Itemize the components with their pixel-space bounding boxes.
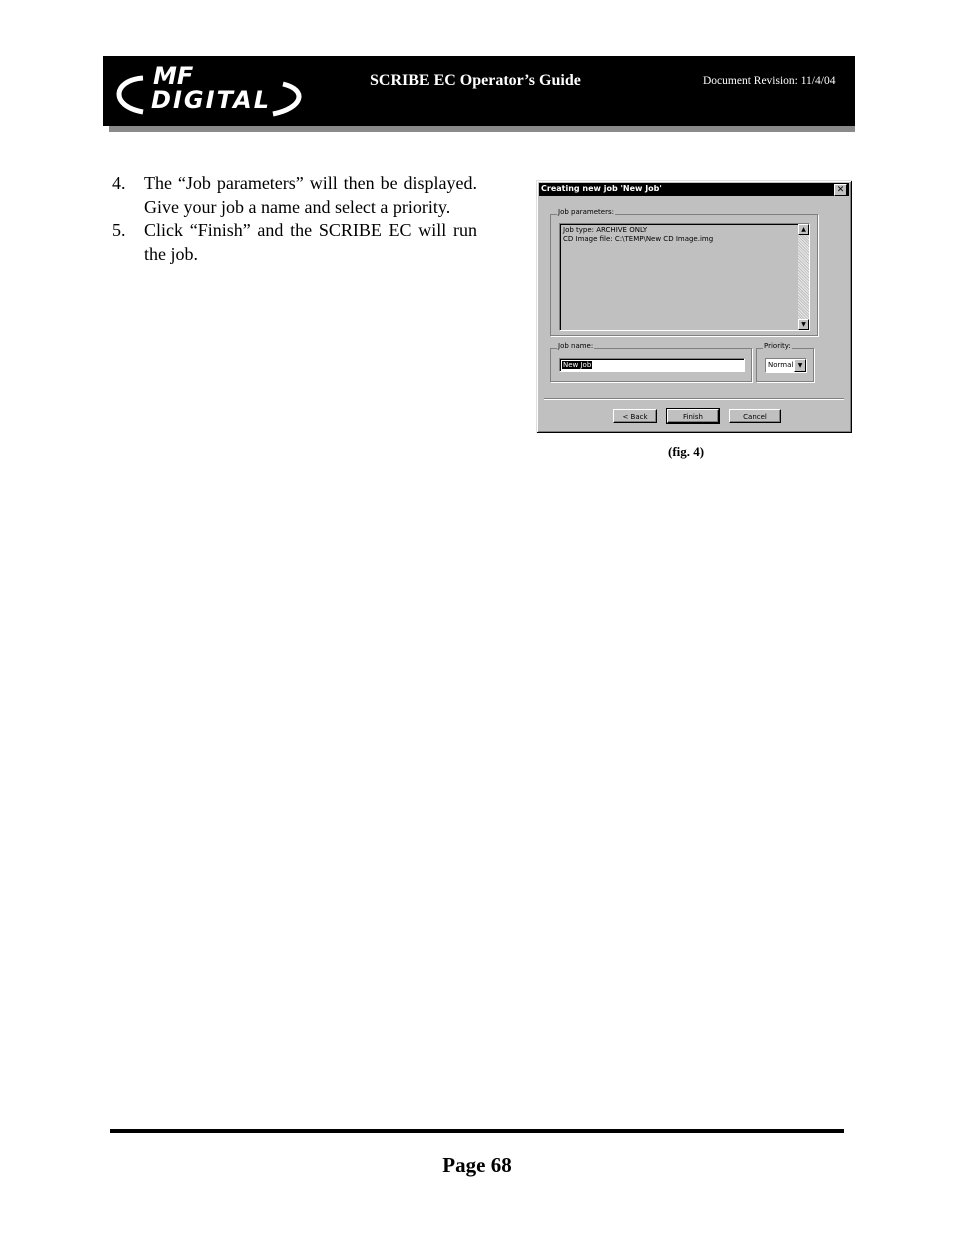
logo-text-digital: DIGITAL bbox=[151, 86, 269, 114]
close-icon[interactable]: ✕ bbox=[834, 184, 847, 196]
job-parameters-label: Job parameters: bbox=[558, 208, 614, 216]
dialog-titlebar bbox=[539, 183, 849, 196]
list-item bbox=[112, 172, 477, 219]
scroll-up-icon[interactable]: ▲ bbox=[798, 224, 809, 235]
cancel-button[interactable]: Cancel bbox=[729, 409, 781, 423]
figure-caption: (fig. 4) bbox=[668, 444, 705, 459]
new-job-dialog bbox=[536, 180, 852, 433]
mf-digital-logo bbox=[103, 56, 308, 126]
step-number: 5. bbox=[112, 220, 126, 240]
document-revision: Document Revision: 11/4/04 bbox=[703, 75, 836, 87]
footer-rule bbox=[110, 1129, 844, 1133]
job-parameters-box bbox=[559, 223, 810, 331]
vertical-scrollbar[interactable] bbox=[798, 224, 809, 330]
scroll-down-icon[interactable]: ▼ bbox=[798, 319, 809, 330]
logo-text-mf: MF bbox=[153, 62, 194, 90]
instruction-list bbox=[112, 172, 477, 266]
step-text: The “Job parameters” will then be displayed. Give your job a name and select a priority. bbox=[144, 173, 477, 217]
cd-image-line: CD Image file: C:\TEMP\New CD Image.img bbox=[563, 235, 714, 243]
back-button[interactable]: < Back bbox=[613, 409, 657, 423]
divider bbox=[544, 398, 844, 400]
document-title: SCRIBE EC Operator’s Guide bbox=[370, 72, 581, 89]
step-number: 4. bbox=[112, 173, 126, 193]
job-name-value: New Job bbox=[563, 361, 592, 369]
chevron-down-icon[interactable]: ▼ bbox=[794, 359, 806, 372]
job-type-line: Job type: ARCHIVE ONLY bbox=[563, 226, 648, 234]
job-name-label: Job name: bbox=[558, 342, 594, 350]
priority-value: Normal bbox=[768, 361, 794, 369]
list-item bbox=[112, 219, 477, 266]
priority-label: Priority: bbox=[764, 342, 791, 350]
priority-select[interactable] bbox=[765, 358, 807, 373]
step-text: Click “Finish” and the SCRIBE EC will run the job. bbox=[144, 220, 477, 264]
dialog-title: Creating new job 'New Job' bbox=[541, 184, 662, 193]
job-name-input[interactable] bbox=[559, 358, 745, 372]
finish-button[interactable]: Finish bbox=[667, 409, 719, 423]
page-number: Page 68 bbox=[442, 1153, 512, 1177]
